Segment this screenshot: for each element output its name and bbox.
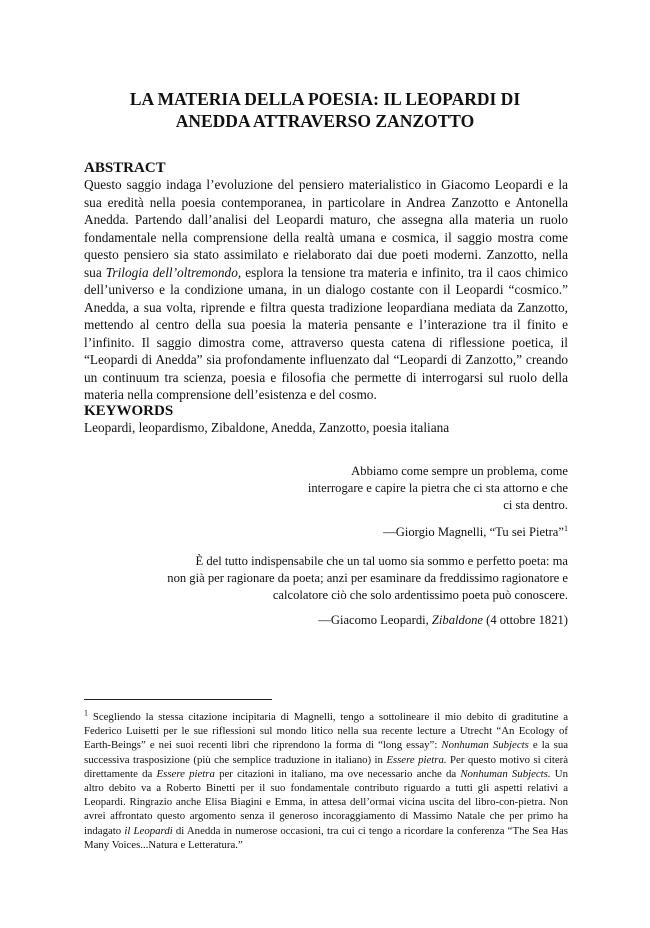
- footnote-reference[interactable]: 1: [564, 523, 568, 533]
- footnote-mark: 1: [84, 708, 88, 718]
- title-line-1: LA MATERIA DELLA POESIA: IL LEOPARDI DI: [129, 89, 521, 109]
- abstract-heading: ABSTRACT: [84, 160, 166, 176]
- abstract-text: Questo saggio indaga l’evoluzione del pensiero materialistico in Giacomo Leopardi e la sua eredità nella poesia contemporanea, in particolare in Andrea Zanzotto e Antonella Anedda. Partendo dall’analisi del Leopardi maturo, che assegna alla materia un ruolo fondamentale nella comprensione della realtà umana e cosmica, il saggio mostra come questo pensiero sia stato assimilato e rielaborato dai due poeti moderni. Zanzotto, nella sua Trilogia dell’oltremondo, esplora la tensione tra materia e infinito, tra il caos chimico dell’universo e la condizione umana, in un dialogo costante con il Leopardi “cosmico.” Anedda, a sua volta, riprende e filtra questa tradizione leopardiana mediata da Zanzotto, mettendo al centro della sua poesia la materia pensante e l’interazione tra il finito e l’infinito. Il saggio dimostra come, attraverso questa catena di riflessione poetica, il “Leopardi di Anedda” sia profondamente influenzato dal “Leopardi di Zanzotto,” creando un continuum tra scienza, poesia e filosofia che permette di interrogarsi sul ruolo della materia nella comprensione dell’esistenza e del cosmo.: [84, 177, 568, 402]
- footnote-1: $^1$ Scegliendo la stessa citazione incipitaria di Magnelli, tengo a sottolineare il mio debito di graditutine a Federico Luisetti per le sue riflessioni sul mondo litico nella sua recente lecture a Utrecht “An Ecology of Earth-Beings” e nei suoi recenti libri che riprendono la forma di “long essay”: Nonhuman Subjects e la sua successiva trasposizione (più che semplice traduzione in italiano) in Essere pietra. Per questo motivo si citerà direttamente da Essere pietra per citazioni in italiano, ma ove necessario anche da Nonhuman Subjects. Un altro debito va a Roberto Binetti per il suo fondamentale contributo riguardo a tutti gli aspetti relativi a Leopardi. Ringrazio anche Elisa Biagini e Emma, in attesa dell’ormai vicina uscita del libro-con-pietra. Non avrei affrontato questo argomento senza il generoso incoraggiamento di Massimo Natale che per primo ha indagato il Leopardi di Anedda in numerose occasioni, tra cui ci tengo a ricordare la conferenza “The Sea Has Many Voices...Natura e Letteratura.”: [84, 708, 569, 851]
- paper-title: [84, 88, 566, 132]
- epigraph-magnelli: Abbiamo come sempre un problema, come interrogare e capire la pietra che ci sta attorno e che ci sta dentro.: [307, 464, 568, 512]
- epigraph-magnelli-attribution: —Giorgio Magnelli, “Tu sei Pietra”$^1$: [383, 523, 568, 539]
- epigraph-leopardi-attribution: —Giacomo Leopardi, Zibaldone (4 ottobre 1821): [318, 613, 568, 627]
- epigraph-leopardi: È del tutto indispensabile che un tal uomo sia sommo e perfetto poeta: ma non già per ragionare da poeta; anzi per esaminare da freddissimo ragionatore e calcolatore ciò che solo ardentissimo poeta può conoscere.: [167, 554, 568, 602]
- footnote-divider: [84, 699, 272, 700]
- title-line-2: ANEDDA ATTRAVERSO ZANZOTTO: [175, 111, 475, 131]
- keywords-text: Leopardi, leopardismo, Zibaldone, Anedda, Zanzotto, poesia italiana: [84, 420, 450, 435]
- keywords-heading: KEYWORDS: [84, 403, 174, 419]
- abstract-italic-title: Trilogia dell’oltremondo: [105, 264, 238, 280]
